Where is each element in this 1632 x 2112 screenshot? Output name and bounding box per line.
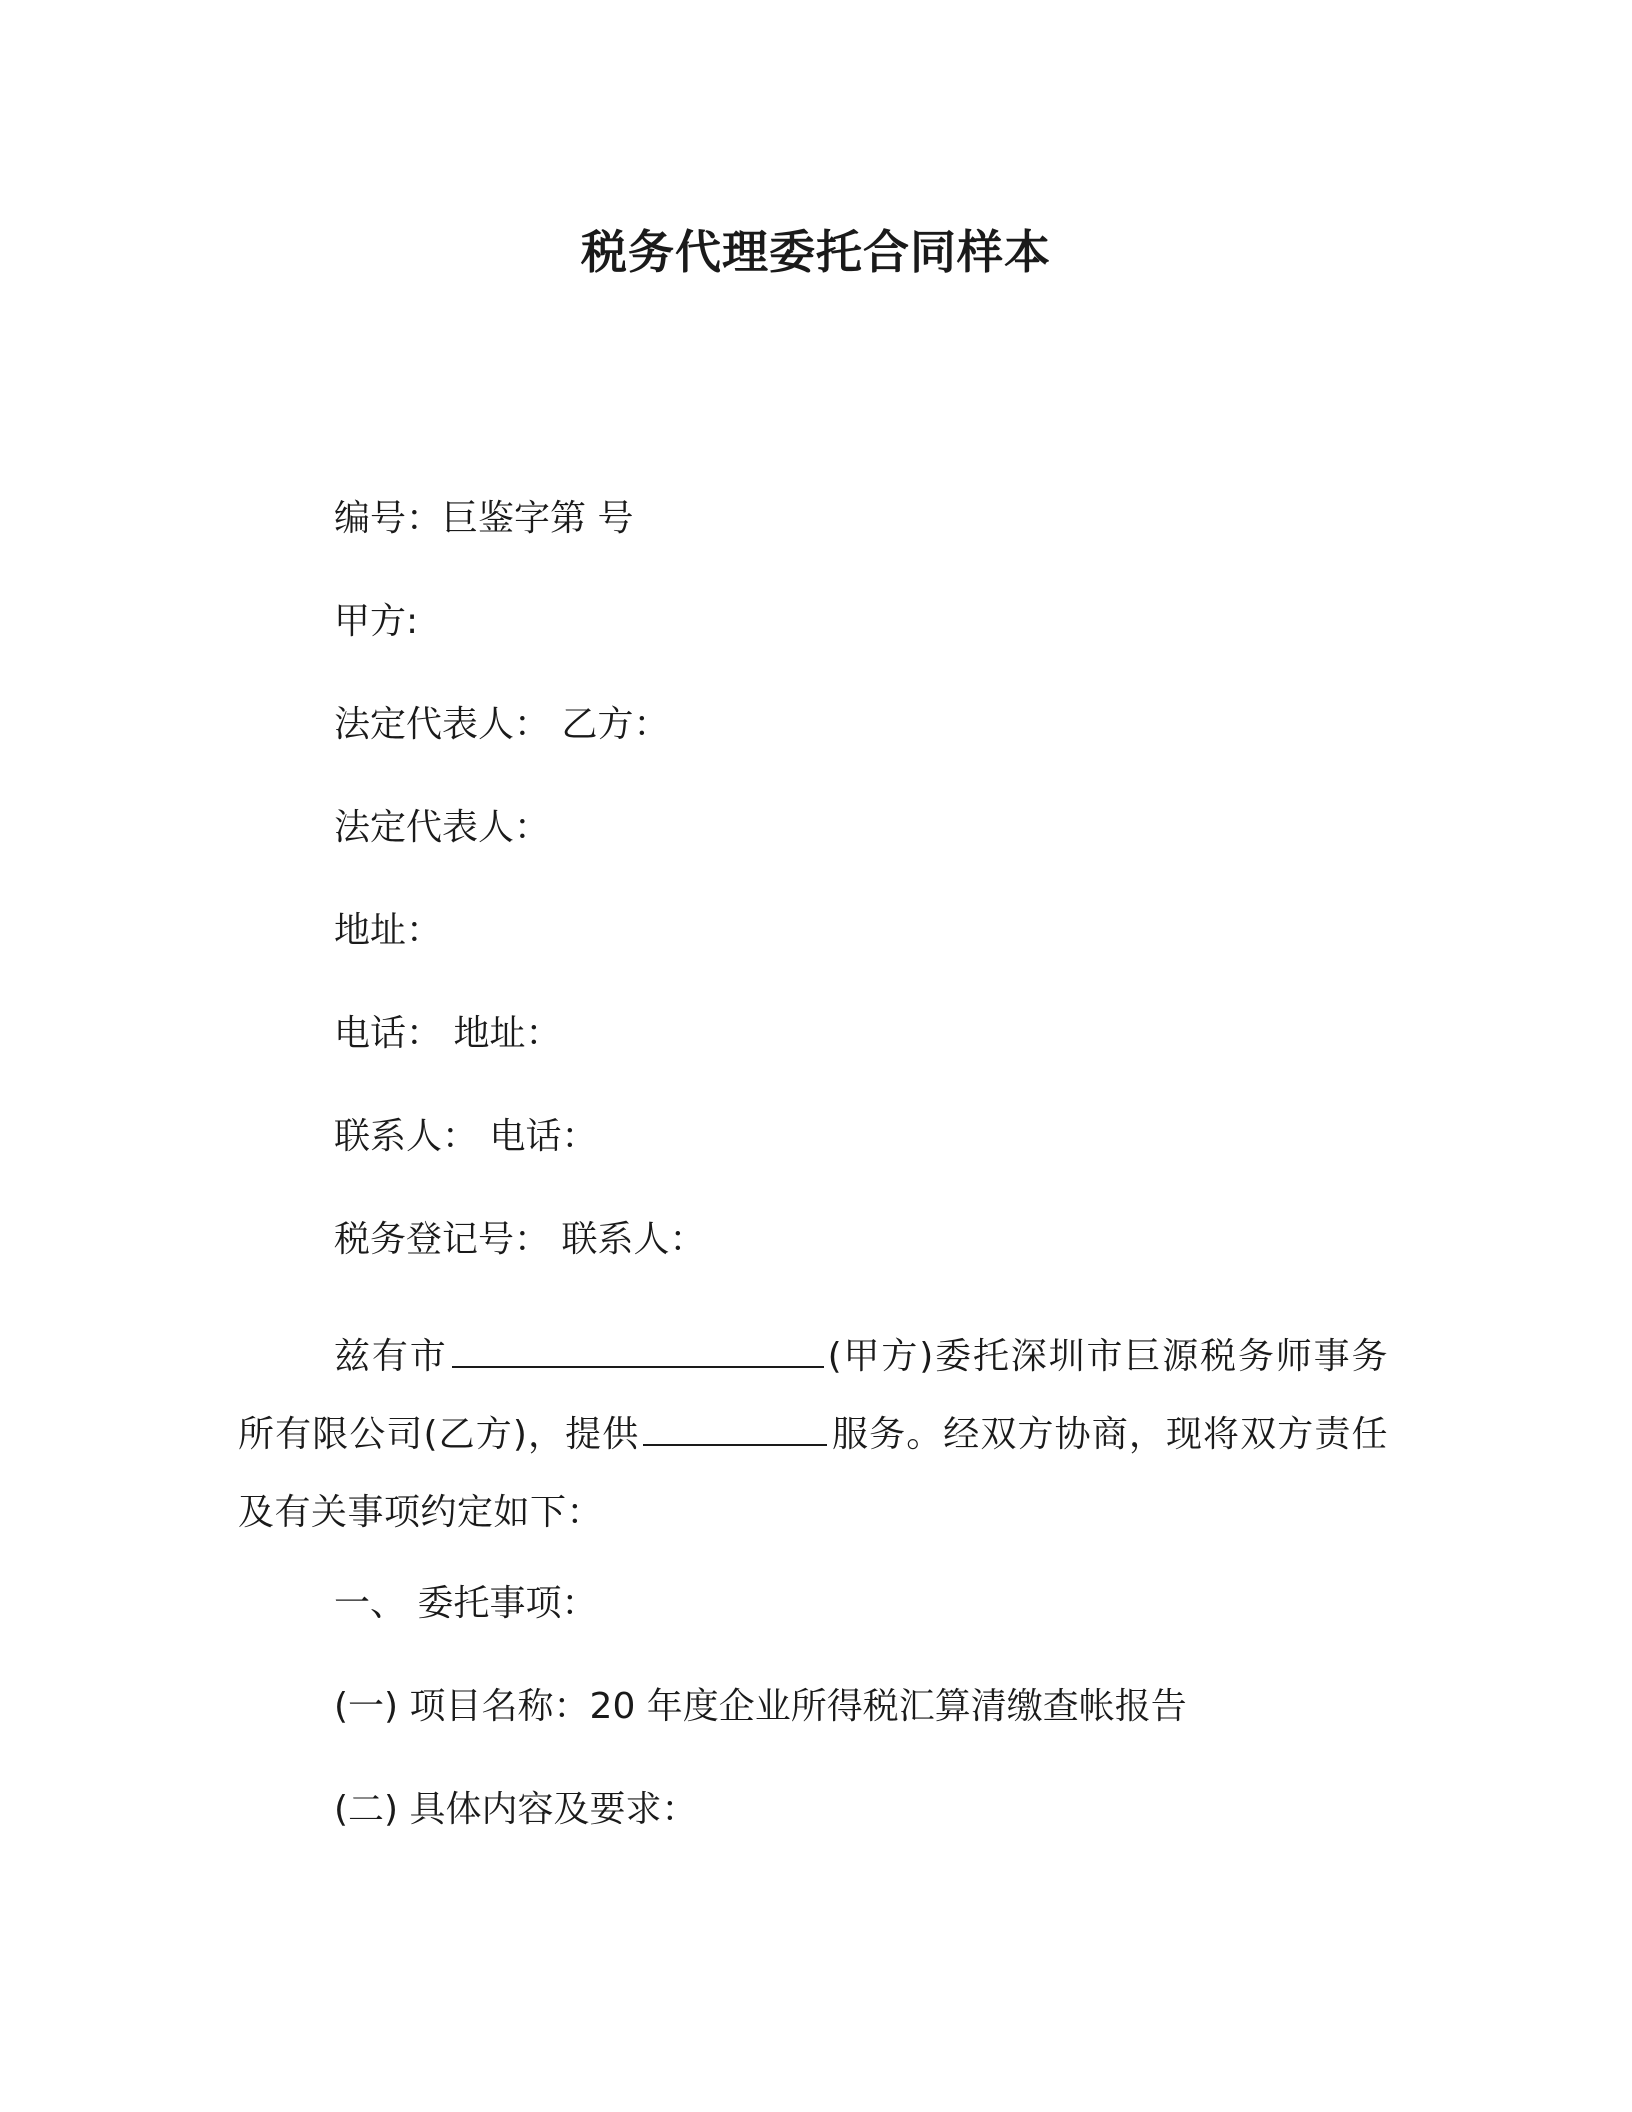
tax-registration-contact-line: 税务登记号： 联系人： xyxy=(334,1219,706,1260)
section-item-content-requirements: (二) 具体内容及要求： xyxy=(334,1789,698,1830)
serial-number-line: 编号：巨鉴字第 号 xyxy=(334,498,634,539)
section-item-project-name: (一) 项目名称：20 年度企业所得税汇算清缴查帐报告 xyxy=(334,1686,1187,1727)
address-line: 地址： xyxy=(334,910,443,951)
legal-rep-line: 法定代表人： xyxy=(334,807,551,848)
city-blank-underline xyxy=(452,1332,824,1368)
intro-part-2: (甲方)委托深圳市巨源税务师事务所有限公司(乙方)，提供 xyxy=(238,1336,1388,1455)
legal-rep-party-b-line: 法定代表人： 乙方： xyxy=(334,704,670,745)
intro-part-3: 服务。经双方协商，现将双方责任及有关事项约定如下： xyxy=(238,1414,1388,1533)
service-blank-underline xyxy=(643,1410,827,1446)
contact-phone-line: 联系人： 电话： xyxy=(334,1116,598,1157)
intro-paragraph xyxy=(238,1318,1388,1552)
party-a-line: 甲方: xyxy=(334,601,419,642)
section-heading-entrusted-matters: 一、 委托事项： xyxy=(334,1583,598,1624)
phone-address-line: 电话： 地址： xyxy=(334,1013,562,1054)
document-title: 税务代理委托合同样本 xyxy=(581,225,1051,279)
intro-part-1: 兹有市 xyxy=(334,1336,448,1377)
